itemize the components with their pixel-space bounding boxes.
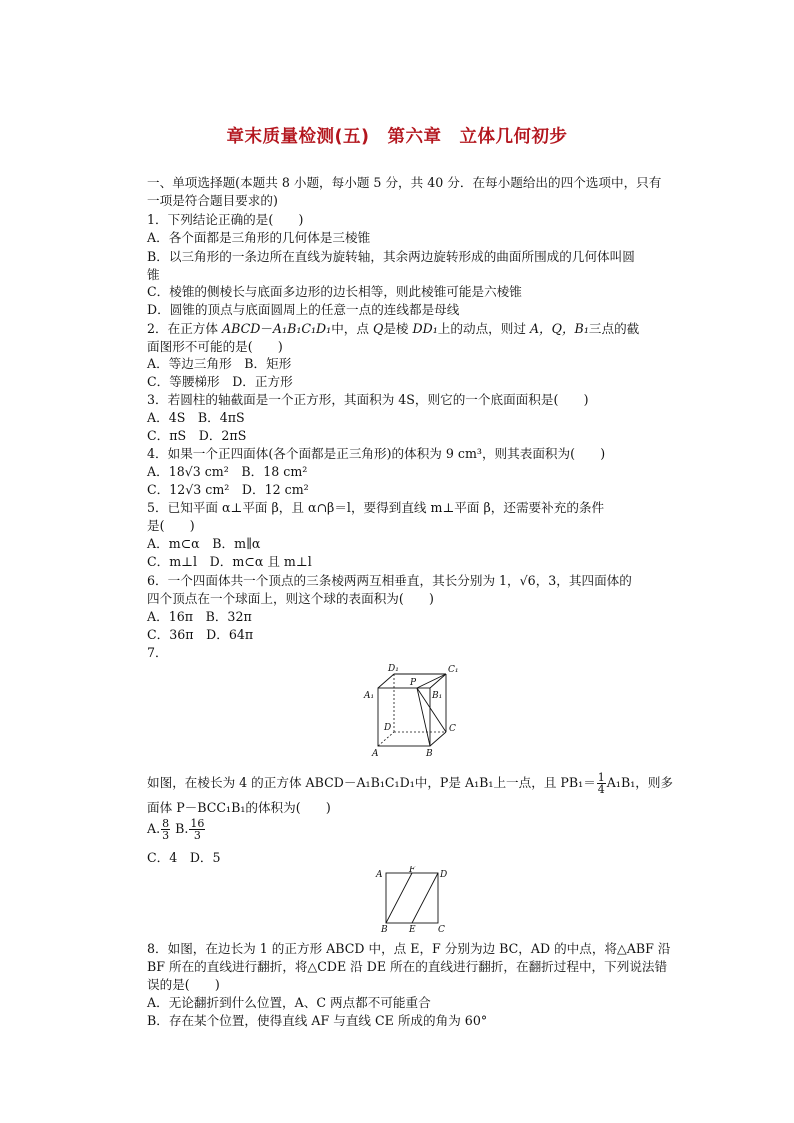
square-figure	[372, 866, 452, 934]
q8-stem-line1: 8．如图，在边长为 1 的正方形 ABCD 中，点 E，F 分别为边 BC，AD 的中点，将△ABF 沿	[147, 941, 671, 956]
q8-option-a: A．无论翻折到什么位置，A、C 两点都不可能重合	[147, 995, 431, 1010]
label-F: F	[409, 866, 416, 875]
q5-stem-line1: 5．已知平面 α⊥平面 β，且 α∩β＝l，要得到直线 m⊥平面 β，还需要补充的条件	[147, 500, 605, 515]
section-header: 一、单项选择题(本题共 8 小题，每小题 5 分，共 40 分．在每小题给出的四个选项中，只有一项是符合题目要求的)	[147, 175, 662, 208]
label-D: D	[440, 870, 448, 880]
q7-options-cd: C．4 D．5	[147, 850, 221, 865]
cube-figure	[360, 660, 470, 760]
q2-stem: 2．在正方体 ABCD－A₁B₁C₁D₁中，点 Q是棱 DD₁上的动点，则过 A，Q，B₁三点的截面图形不可能的是( )	[147, 321, 640, 354]
q8-option-b: B．存在某个位置，使得直线 AF 与直线 CE 所成的角为 60°	[147, 1013, 488, 1028]
label-B: B	[381, 925, 388, 934]
label-A: A	[376, 870, 383, 880]
q4-options-ab: A．18√3 cm² B．18 cm²	[147, 464, 308, 479]
q5-options-cd: C．m⊥l D．m⊂α 且 m⊥l	[147, 554, 312, 569]
q8-stem-line2: BF 所在的直线进行翻折，将△CDE 沿 DE 所在的直线进行翻折，在翻折过程中，下列说法错	[147, 959, 668, 974]
q4-options-cd: C．12√3 cm² D．12 cm²	[147, 482, 309, 497]
label-A1: A₁	[364, 691, 375, 701]
q1-option-b: B．以三角形的一条边所在直线为旋转轴，其余两边旋转形成的曲面所围成的几何体叫圆锥	[147, 249, 635, 282]
q4-stem: 4．如果一个正四面体(各个面都是正三角形)的体积为 9 cm³，则其表面积为( )	[147, 446, 606, 461]
q2-options-cd: C．等腰梯形 D．正方形	[147, 374, 293, 389]
label-A: A	[372, 749, 379, 759]
q6-options-ab: A．16π B．32π	[147, 609, 252, 624]
label-B: B	[426, 749, 433, 759]
page-title: 章末质量检测(五) 第六章 立体几何初步	[226, 127, 568, 147]
label-E: E	[409, 925, 416, 934]
label-C: C	[438, 925, 445, 934]
q7-options-ab: A. $\frac{8}{3}$ B. $\frac{16}{3}$	[147, 817, 205, 842]
label-B1: B₁	[432, 691, 443, 701]
q1-option-a: A．各个面都是三角形的几何体是三棱锥	[147, 230, 371, 245]
q1-stem: 1．下列结论正确的是( )	[147, 212, 304, 227]
q6-stem-line1: 6．一个四面体共一个顶点的三条棱两两互相垂直，其长分别为 1，√6，3，其四面体的	[147, 573, 632, 588]
q6-stem-line2: 四个顶点在一个球面上，则这个球的表面积为( )	[147, 591, 434, 606]
q5-options-ab: A．m⊂α B．m∥α	[147, 536, 261, 551]
label-C1: C₁	[448, 665, 459, 675]
q7-stem-line2: 面体 P－BCC₁B₁的体积为( )	[147, 800, 331, 815]
q3-stem: 3．若圆柱的轴截面是一个正方形，其面积为 4S，则它的一个底面面积是( )	[147, 392, 589, 407]
q2-options-ab: A．等边三角形 B．矩形	[147, 356, 292, 371]
q1-option-d: D．圆锥的顶点与底面圆周上的任意一点的连线都是母线	[147, 302, 460, 317]
q8-stem-line3: 误的是( )	[147, 977, 220, 992]
q3-options-ab: A．4S B．4πS	[147, 410, 245, 425]
label-D1: D₁	[388, 664, 399, 674]
q7-stem-line1: 如图，在棱长为 4 的正方体 ABCD－A₁B₁C₁D₁中，P是 A₁B₁上一点，且 PB₁＝ $\frac{1}{4}$ A₁B₁，则多	[147, 771, 674, 796]
q5-stem-line2: 是( )	[147, 518, 195, 533]
q3-options-cd: C．πS D．2πS	[147, 428, 247, 443]
q1-option-c: C．棱锥的侧棱长与底面多边形的边长相等，则此棱锥可能是六棱锥	[147, 284, 522, 299]
label-D: D	[384, 723, 392, 733]
q6-options-cd: C．36π D．64π	[147, 627, 254, 642]
label-P: P	[410, 678, 417, 688]
label-C: C	[449, 724, 456, 734]
q7-number: 7．	[147, 645, 168, 660]
